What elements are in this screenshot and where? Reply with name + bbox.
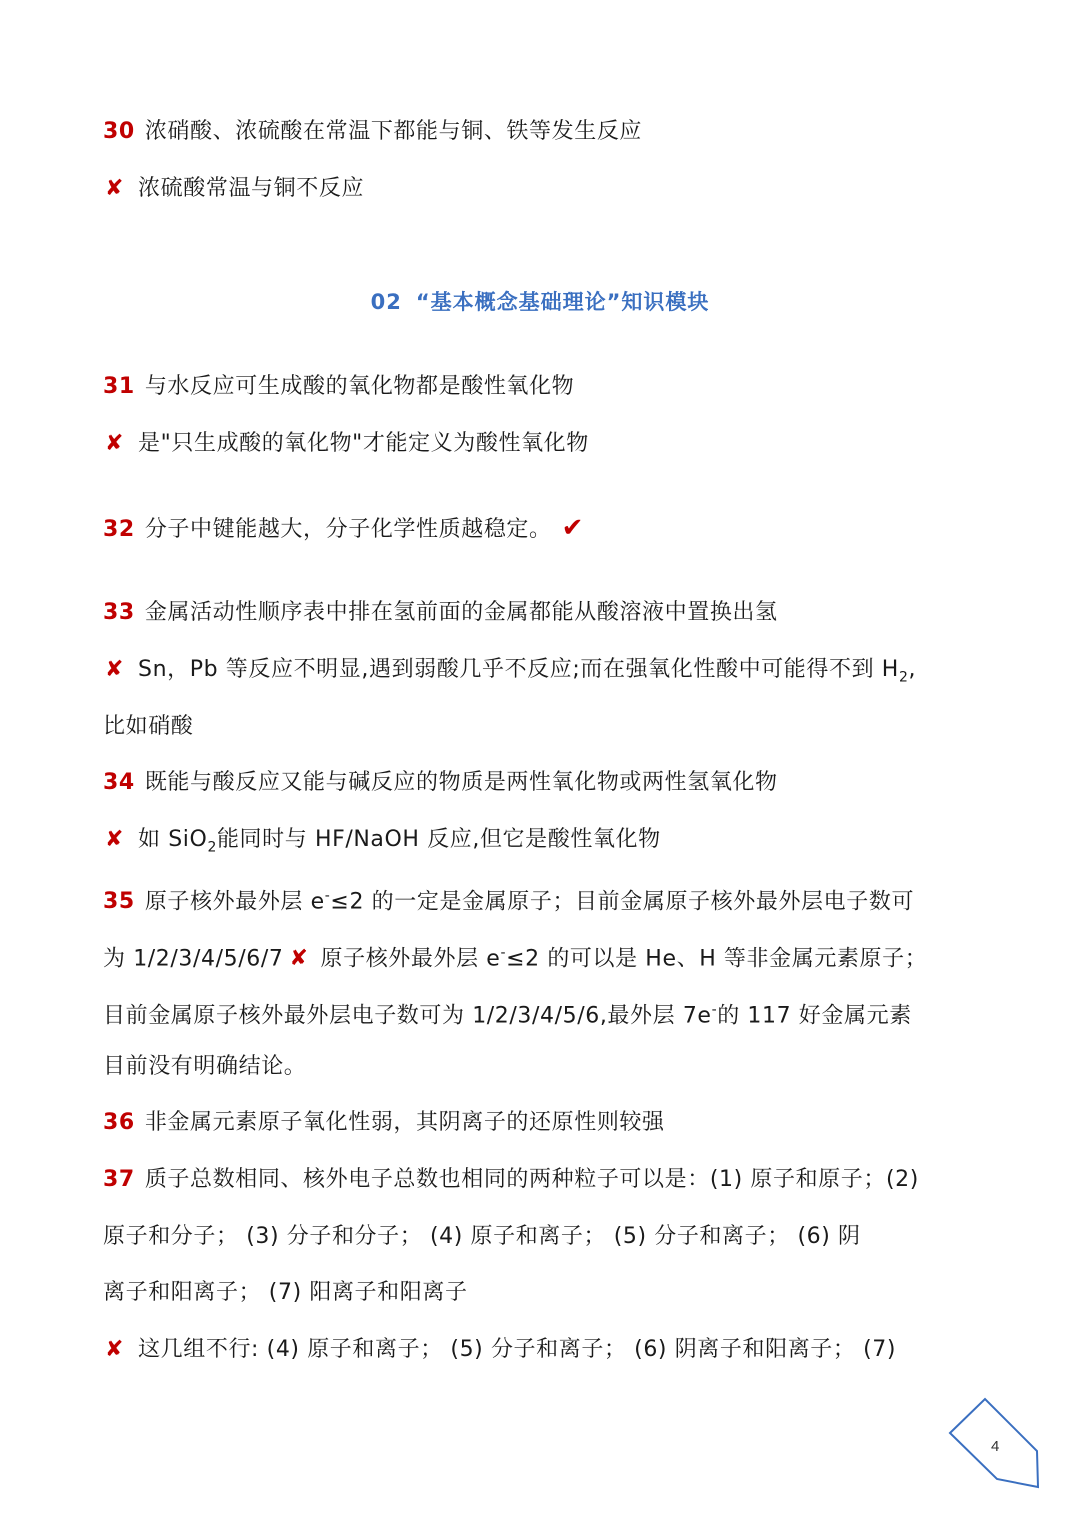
q37-answer bbox=[103, 1335, 983, 1365]
q30-text: 浓硝酸、浓硫酸在常温下都能与铜、铁等发生反应 bbox=[144, 119, 643, 144]
q35-number: 35 bbox=[103, 889, 135, 915]
q31-statement bbox=[103, 372, 983, 402]
q30-statement bbox=[103, 117, 983, 147]
q37-l2: 原子和分子； (3) 分子和分子； (4) 原子和离子； (5) 分子和离子； (6) 阴 bbox=[103, 1224, 861, 1249]
q35-l2c: ≤2 的可以是 He、H 等非金属元素原子； bbox=[506, 946, 928, 972]
q33-answer-cont bbox=[103, 712, 983, 742]
wrong-icon: ✘ bbox=[289, 946, 309, 972]
q36-number: 36 bbox=[103, 1110, 135, 1135]
q34-answer-text: 如 SiO bbox=[138, 827, 208, 852]
q31-number: 31 bbox=[103, 374, 135, 399]
q34-subscript: 2 bbox=[207, 839, 217, 856]
q37-l1: 质子总数相同、核外电子总数也相同的两种粒子可以是：(1) 原子和原子；(2) bbox=[144, 1167, 919, 1192]
q35-l3a: 目前金属原子核外最外层电子数可为 1/2/3/4/5/6,最外层 7e bbox=[103, 1003, 712, 1029]
q31-text: 与水反应可生成酸的氧化物都是酸性氧化物 bbox=[144, 374, 575, 399]
q33-statement bbox=[103, 598, 983, 628]
q37-l3: 离子和阳离子； (7) 阳离子和阳离子 bbox=[103, 1280, 468, 1305]
q37-number: 37 bbox=[103, 1167, 135, 1192]
wrong-icon: ✘ bbox=[105, 657, 125, 682]
q34-text: 既能与酸反应又能与碱反应的物质是两性氧化物或两性氢氧化物 bbox=[144, 770, 778, 795]
q31-answer-text: 是"只生成酸的氧化物"才能定义为酸性氧化物 bbox=[138, 431, 589, 456]
q33-answer-text: Sn，Pb 等反应不明显,遇到弱酸几乎不反应;而在强氧化性酸中可能得不到 H bbox=[138, 657, 899, 682]
q35-l3-sup: - bbox=[711, 1002, 718, 1018]
q33-text: 金属活动性顺序表中排在氢前面的金属都能从酸溶液中置换出氢 bbox=[144, 600, 778, 625]
q35-l3b: 的 117 好金属元素 bbox=[717, 1003, 912, 1029]
q34-answer bbox=[103, 825, 983, 862]
q33-answer-comma: , bbox=[908, 657, 917, 682]
q32-statement bbox=[103, 513, 983, 545]
q33-subscript: 2 bbox=[898, 669, 909, 686]
q33-number: 33 bbox=[103, 600, 135, 625]
wrong-icon: ✘ bbox=[105, 1337, 125, 1362]
wrong-icon: ✘ bbox=[105, 431, 125, 456]
wrong-icon: ✘ bbox=[105, 176, 125, 201]
q37-answer-text: 这几组不行: (4) 原子和离子； (5) 分子和离子； (6) 阴离子和阳离子； (7) bbox=[138, 1337, 897, 1362]
q35-line3 bbox=[103, 995, 983, 1031]
q34-number: 34 bbox=[103, 770, 135, 795]
q34-answer-rest: 能同时与 HF/NaOH 反应,但它是酸性氧化物 bbox=[216, 827, 661, 852]
check-icon: ✔ bbox=[561, 513, 585, 543]
q30-answer bbox=[103, 174, 983, 204]
q30-number: 30 bbox=[103, 119, 135, 144]
q37-line3 bbox=[103, 1278, 983, 1308]
q35-l2b: 原子核外最外层 e bbox=[320, 946, 501, 972]
q35-l2-sup: - bbox=[500, 945, 507, 961]
q37-line1 bbox=[103, 1165, 983, 1195]
q35-line2 bbox=[103, 938, 983, 974]
q37-line2 bbox=[103, 1222, 983, 1252]
wrong-icon: ✘ bbox=[105, 827, 125, 852]
q36-text: 非金属元素原子氧化性弱，其阴离子的还原性则较强 bbox=[144, 1110, 665, 1135]
page-number: 4 bbox=[991, 1438, 1000, 1455]
q34-statement bbox=[103, 768, 983, 798]
q33-answer-cont-text: 比如硝酸 bbox=[103, 714, 194, 739]
q35-line1 bbox=[103, 881, 983, 917]
q31-answer bbox=[103, 429, 983, 459]
q35-l1a: 原子核外最外层 e bbox=[144, 889, 325, 915]
q30-answer-text: 浓硫酸常温与铜不反应 bbox=[138, 176, 365, 201]
q35-l1b: ≤2 的一定是金属原子；目前金属原子核外最外层电子数可 bbox=[330, 889, 915, 915]
section-heading bbox=[0, 286, 1080, 318]
q35-l1-sup: - bbox=[324, 888, 331, 904]
section-heading-text: “基本概念基础理论”知识模块 bbox=[415, 290, 710, 314]
q36-statement bbox=[103, 1108, 983, 1138]
q35-l2a: 为 1/2/3/4/5/6/7 bbox=[103, 946, 284, 972]
section-heading-number: 02 bbox=[370, 290, 402, 314]
q33-answer bbox=[103, 655, 983, 692]
q32-number: 32 bbox=[103, 517, 135, 542]
q35-line4 bbox=[103, 1052, 983, 1082]
page-number-badge bbox=[945, 1395, 1045, 1495]
q32-text: 分子中键能越大，分子化学性质越稳定。 bbox=[144, 517, 552, 542]
q35-l4: 目前没有明确结论。 bbox=[103, 1054, 307, 1079]
